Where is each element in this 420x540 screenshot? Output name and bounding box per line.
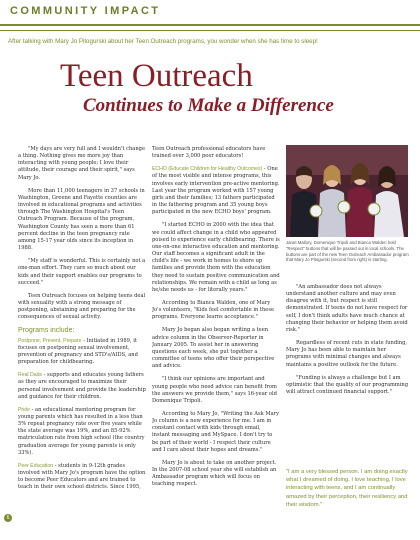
article-subtitle: Continues to Make a Difference bbox=[83, 95, 334, 116]
paragraph: Regardless of recent cuts in state funding, Mary Jo has been able to maintain her programs with minimal changes and always maintains a positive outlook for the future. bbox=[286, 340, 407, 368]
program-text: - One of the most visible and intense programs, this involves early intervention pre-active mentoring. Last year the program worked with 157 young girls and their families; 13 fathers participated in the fathering program and 35 young boys participated in the new ECHO boys' program. bbox=[152, 166, 280, 216]
paragraph: According to Mary Jo, "Writing the Ask Mary Jo column is a new experience for me. I am in constant contact with kids through email, instant messaging and MySpace. I don't try to be part of their world - I respect their culture and I care about their hopes and dreams." bbox=[152, 411, 280, 453]
program-item bbox=[18, 338, 146, 367]
program-item bbox=[152, 166, 280, 216]
paragraph: "I think our opinions are important and young people who need advice can benefit from the answers we provide them," says 16-year old Domenique Tripoli. bbox=[152, 376, 277, 404]
paragraph: More than 11,000 teenagers in 37 schools in Washington, Greene and Fayette counties are involved in educational programs and activities through The Washington Hospital's Teen Outreach Program. Because of the program, Washington County has seen a more than 61 percent decline in the teen pregnancy rate among 15-17 year olds since its inception in 1988. bbox=[18, 187, 145, 252]
article-title: Teen Outreach bbox=[60, 58, 253, 94]
program-item bbox=[18, 407, 146, 457]
program-name: Peer Education bbox=[18, 462, 54, 469]
section-label: COMMUNITY IMPACT bbox=[10, 5, 161, 17]
column-2 bbox=[152, 146, 280, 536]
paragraph: According to Bianca Walden, one of Mary Jo's volunteers, "Kids feel comfortable in these programs. Everyone learns acceptance." bbox=[152, 299, 275, 321]
group-photo-illustration bbox=[286, 145, 408, 237]
program-text: - an educational mentoring program for young parents which has resulted in a less than 5% repeat pregnancy rate over five years while the state average was 19%, and an 85-92% matriculation rate from high school (the country graduation average for young parents is only 33%). bbox=[18, 406, 145, 456]
paragraph: "My staff is wonderful. This is certainly not a one-man effort. They care so much about our kids and their support enables our programs to succeed." bbox=[18, 258, 146, 286]
paragraph: Teen Outreach focuses on helping teens deal with sexuality with a strong message of postponing, abstaining and preparing for the consequences of sexual activity. bbox=[18, 292, 146, 321]
program-item bbox=[18, 372, 146, 401]
program-name: ECHO (Educate Children for Healthy Outcomes) bbox=[152, 166, 263, 173]
paragraph: "An ambassador does not always understand another culture and may even disagree with it, but respect is still demonstrated. If teens do not have respect for self, I don't think adults have much chance at changing their behavior or helping them avoid risk." bbox=[286, 284, 408, 333]
program-text: - supports and educates young fathers as they are encouraged to maximize their personal involvement and provide the leadership and guidance for their children. bbox=[18, 372, 146, 400]
paragraph: Teen Outreach professional educators have trained over 3,000 peer educators! bbox=[152, 146, 266, 160]
section-header bbox=[0, 0, 420, 24]
program-text: - students in 9-12th grades involved with Mary Jo's program have the option to become Peer Educators and are trained to teach in their own school districts. Since 1995, bbox=[18, 462, 146, 491]
paragraph: "I started ECHO in 2000 with the idea that we could affect change in a child who appeared poised to experience early childbearing. There is one-on-one interactive education and mentoring. Our staff becomes a significant adult in the child's life - we work in homes to shore up families and provide them with the education they need to sustain positive communication and relationships. We remain with a child as long as he/she needs us - for literally years." bbox=[152, 222, 280, 293]
column-1 bbox=[18, 146, 146, 536]
program-name: Pride bbox=[18, 406, 31, 413]
photo-caption: Janet Mallory, Domenique Tripoli and Bianca Walden hold "Respect" buttons that will be passed out in local schools. The buttons are part of the new Teen Outreach Ambassador program that Mary Jo Pitogurski (second from right) is starting. bbox=[286, 240, 409, 263]
header-rule-top bbox=[0, 24, 420, 26]
page-number: 6 bbox=[4, 514, 12, 522]
paragraph: "Funding is always a challenge but I am optimistic that the quality of our programming will attract continued financial support." bbox=[286, 374, 409, 396]
paragraph: Mary Jo is about to take on another project. In the 2007-08 school year she will establish an Ambassador program which will focus on teaching respect. bbox=[152, 459, 277, 488]
program-name: Real Dads bbox=[18, 372, 43, 379]
pull-quote: "I am a very blessed person. I am doing exactly what I dreamed of doing. I love teaching, I love interacting with teens, and I am continually amazed by their perception, their resiliency and their wisdom." bbox=[286, 469, 408, 508]
program-item bbox=[18, 463, 146, 492]
paragraph: Mary Jo began also began writing a teen advice column in the Observer-Reporter in January 2005. To assist her in answering questions each week, she put together a committee of teens who offer their perspective and advice. bbox=[152, 327, 275, 370]
paragraph: "My days are very full and I wouldn't change a thing. Nothing gives me more joy than interacting with young people; I love their attitude, their courage and their spirit," says Mary Jo. bbox=[18, 146, 146, 181]
program-text: - Initiated in 1989, it focuses on postponing sexual involvement, prevention of pregnancy and STD's/AIDS, and preparation for childbearing. bbox=[18, 337, 138, 366]
article-deck: After talking with Mary Jo Pitogurski about her Teen Outreach programs, you wonder when she has time to sleep! bbox=[8, 38, 318, 45]
programs-heading: Programs include: bbox=[18, 327, 75, 335]
program-name: Postpone, Prevent, Prepare bbox=[18, 337, 82, 344]
group-photo bbox=[286, 145, 408, 237]
column-3 bbox=[286, 284, 410, 464]
header-rule-bottom bbox=[0, 30, 420, 31]
